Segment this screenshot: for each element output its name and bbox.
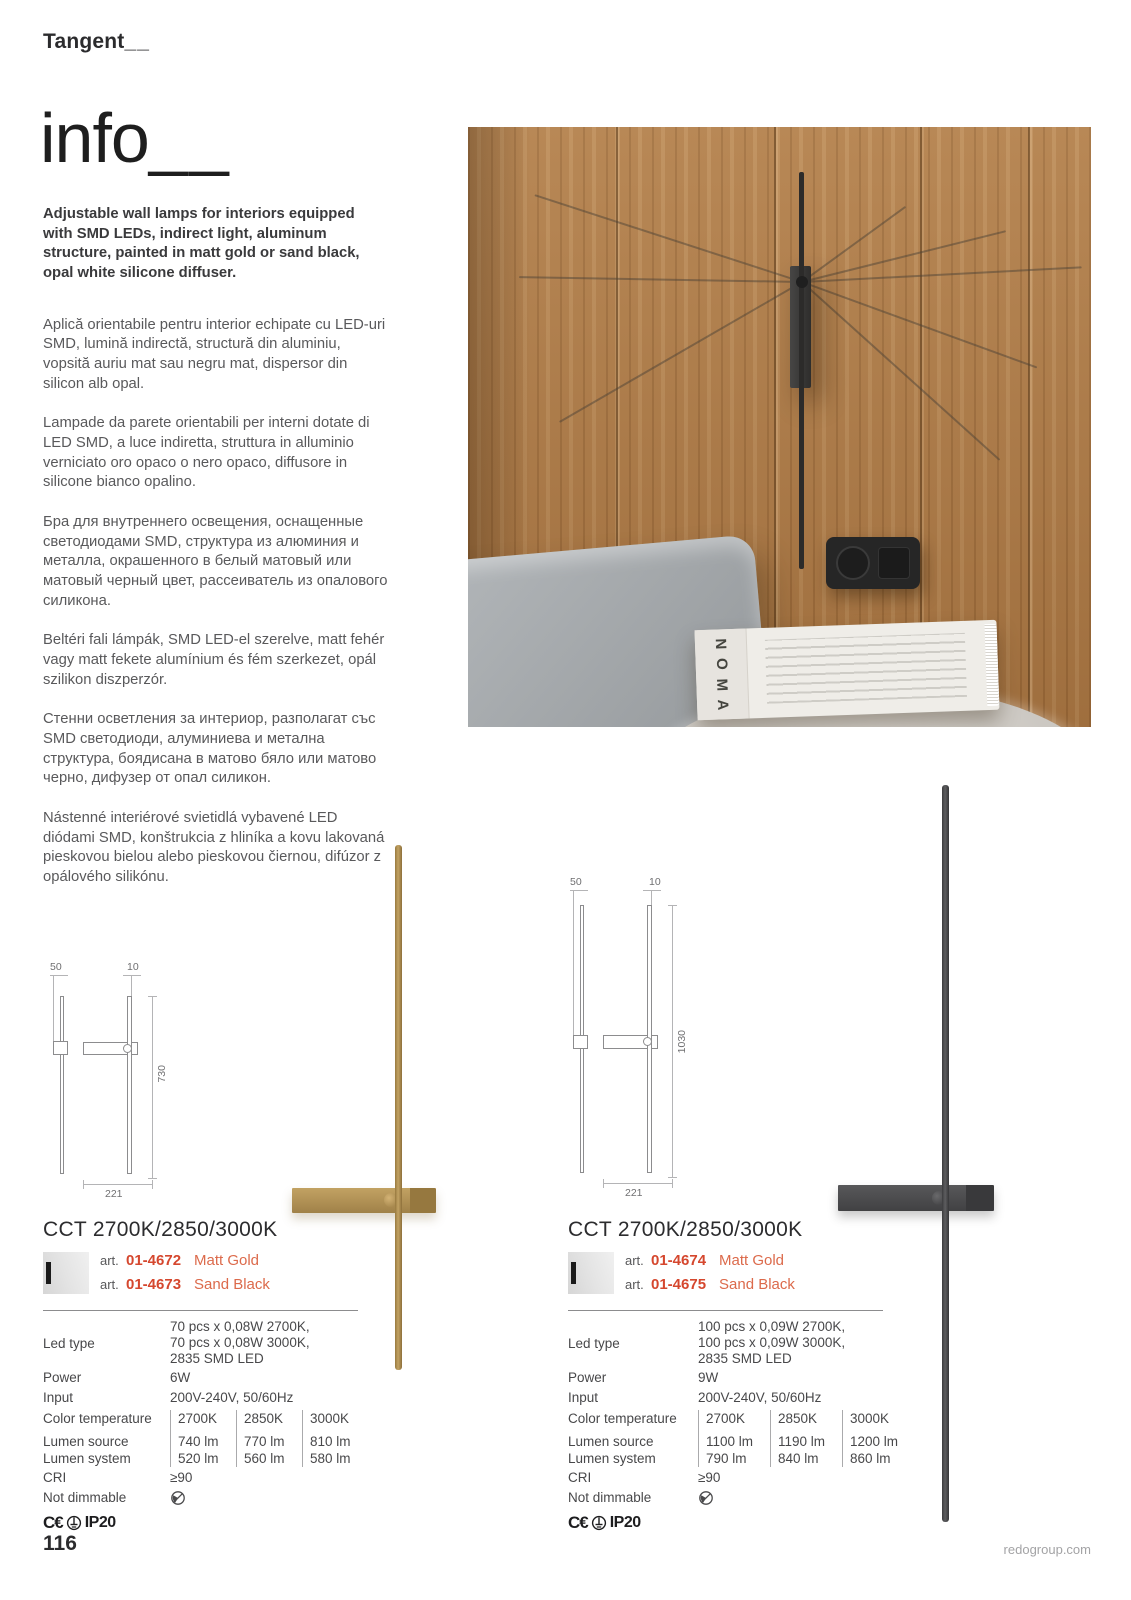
lamp-ghost-arm bbox=[801, 281, 1000, 460]
spec-group-photometrics bbox=[568, 1410, 899, 1467]
certification-row bbox=[568, 1513, 883, 1533]
article-code: 01-4675 bbox=[651, 1276, 707, 1293]
not-dimmable-icon bbox=[170, 1490, 186, 1506]
photometric-col-2850k: 2850K 770 lm 560 lm bbox=[236, 1410, 302, 1467]
page-number: 116 bbox=[43, 1532, 77, 1555]
dim-label-height: 1030 bbox=[676, 1030, 688, 1054]
row-value: ≥90 bbox=[698, 1470, 721, 1485]
led-type-line: 2835 SMD LED bbox=[698, 1351, 792, 1366]
not-dimmable-icon bbox=[698, 1490, 714, 1506]
spec-group-photometrics bbox=[43, 1410, 358, 1467]
row-label: Color temperature bbox=[568, 1411, 677, 1426]
finish-swatch-image bbox=[568, 1252, 614, 1294]
photometric-col-2700k: 2700K 740 lm 520 lm bbox=[170, 1410, 236, 1467]
swatch-lamp-icon bbox=[46, 1262, 51, 1284]
lamp-ghost-arm bbox=[519, 276, 802, 283]
article-finish: Matt Gold bbox=[719, 1252, 785, 1269]
art-label: art. bbox=[100, 1253, 119, 1268]
spec-row-dimmable bbox=[43, 1490, 358, 1507]
book-letter: A bbox=[713, 699, 732, 711]
photometric-col-2850k: 2850K 1190 lm 840 lm bbox=[770, 1410, 842, 1467]
ip-rating: IP20 bbox=[84, 1514, 116, 1531]
certification-row bbox=[43, 1513, 358, 1533]
ip-rating: IP20 bbox=[609, 1514, 641, 1531]
row-label: CRI bbox=[43, 1470, 67, 1485]
book-pages-edge bbox=[984, 624, 999, 706]
cct-title: CCT 2700K/2850/3000K bbox=[43, 1218, 278, 1241]
intro-paragraph-hu: Beltéri fali lámpák, SMD LED-el szerelve, matt fehér vagy matt fekete alumínium és fém szerkezet, opál szilikon diszperzór. bbox=[43, 632, 385, 688]
double-insulation-icon bbox=[66, 1515, 82, 1531]
led-type-line: 70 pcs x 0,08W 2700K, bbox=[170, 1319, 310, 1334]
ce-mark-icon: C€ bbox=[43, 1513, 63, 1532]
photometric-col-3000k: 3000K 1200 lm 860 lm bbox=[842, 1410, 914, 1467]
spec-row-dimmable bbox=[568, 1490, 883, 1507]
intro-paragraph-ro: Aplică orientabile pentru interior echipate cu LED-uri SMD, lumină indirectă, structură din aluminiu, vopsită auriu mat sau negru mat, dispersor din silicon alb opal. bbox=[43, 316, 386, 392]
finish-swatch-image bbox=[43, 1252, 89, 1294]
intro-paragraph-en: Adjustable wall lamps for interiors equipped with SMD LEDs, indirect light, aluminum structure, painted in matt gold or sand black, opal white silicone diffuser. bbox=[43, 206, 360, 282]
article-code: 01-4674 bbox=[651, 1252, 707, 1269]
article-row bbox=[100, 1252, 270, 1276]
spec-row-led-type bbox=[568, 1319, 883, 1367]
led-type-line: 2835 SMD LED bbox=[170, 1351, 264, 1366]
lamp-ghost-arm bbox=[801, 206, 906, 283]
row-label: Input bbox=[43, 1390, 74, 1405]
lamp-ghost-arm bbox=[534, 194, 802, 283]
wall-lamp-rod bbox=[799, 172, 804, 569]
spec-block-730 bbox=[43, 1218, 358, 1533]
row-label: Not dimmable bbox=[43, 1490, 127, 1505]
spec-row-led-type bbox=[43, 1319, 358, 1367]
book-letter: N bbox=[711, 637, 730, 650]
led-type-line: 70 pcs x 0,08W 3000K, bbox=[170, 1335, 310, 1350]
article-row bbox=[625, 1276, 795, 1300]
spec-row-input bbox=[43, 1390, 358, 1407]
intro-paragraph-bg: Стенни осветления за интериор, разполагат със SMD светодиоди, алуминиева и метална структура, боядисана в матово бяло или матово черно, дифузер от опал силикон. bbox=[43, 711, 377, 787]
article-row bbox=[100, 1276, 270, 1300]
spec-row-power bbox=[568, 1370, 883, 1387]
row-label: Led type bbox=[568, 1335, 620, 1351]
dim-label-10: 10 bbox=[649, 876, 661, 888]
front-view-pivot bbox=[643, 1037, 652, 1046]
front-view-rod bbox=[127, 996, 132, 1174]
tech-drawing-730 bbox=[45, 935, 245, 1205]
row-label: Power bbox=[568, 1370, 607, 1385]
spec-row-input bbox=[568, 1390, 883, 1407]
intro-paragraph-sk: Nástenné interiérové svietidlá vybavené LED diódami SMD, konštrukcia z hliníka a kovu lakovaná pieskovou bielou alebo pieskovou čiernou, difúzor z opálového silikónu. bbox=[43, 810, 385, 886]
brand-logo: Tangent__ bbox=[43, 30, 150, 53]
row-value: 200V-240V, 50/60Hz bbox=[170, 1390, 294, 1405]
article-code: 01-4672 bbox=[126, 1252, 182, 1269]
led-type-line: 100 pcs x 0,09W 3000K, bbox=[698, 1335, 846, 1350]
wall-switch-plate bbox=[826, 537, 920, 589]
row-value: 6W bbox=[170, 1370, 191, 1385]
row-label: Not dimmable bbox=[568, 1490, 652, 1505]
row-label: Lumen system bbox=[568, 1451, 656, 1466]
article-finish: Sand Black bbox=[719, 1276, 795, 1293]
lamp-ghost-arm bbox=[559, 281, 802, 423]
article-finish: Sand Black bbox=[194, 1276, 270, 1293]
side-view-rod bbox=[60, 996, 64, 1174]
spec-row-cri bbox=[568, 1470, 883, 1487]
spec-row-power bbox=[43, 1370, 358, 1387]
dim-label-50: 50 bbox=[570, 876, 582, 888]
light-switch bbox=[878, 547, 910, 579]
row-label: Led type bbox=[43, 1335, 95, 1351]
art-label: art. bbox=[625, 1277, 644, 1292]
article-finish: Matt Gold bbox=[194, 1252, 260, 1269]
book-cover-text bbox=[765, 633, 967, 704]
side-view-mount bbox=[53, 1041, 68, 1055]
dim-label-length: 221 bbox=[105, 1188, 123, 1200]
article-row bbox=[625, 1252, 795, 1276]
row-label: Input bbox=[568, 1390, 599, 1405]
lamp-rod bbox=[395, 845, 402, 1370]
row-value: 9W bbox=[698, 1370, 719, 1385]
page-title: info__ bbox=[40, 99, 231, 177]
row-label: Power bbox=[43, 1370, 82, 1385]
intro-paragraph-it: Lampade da parete orientabili per interni dotate di LED SMD, a luce indiretta, struttura in alluminio verniciato oro opaco o nero opaco, diffusore in silicone bianco opalino. bbox=[43, 415, 370, 491]
wood-plank-line bbox=[1028, 127, 1030, 727]
lamp-ghost-arm bbox=[802, 266, 1082, 283]
dim-label-50: 50 bbox=[50, 961, 62, 973]
photometric-col-2700k: 2700K 1100 lm 790 lm bbox=[698, 1410, 770, 1467]
book bbox=[695, 620, 1000, 720]
book-letter: M bbox=[713, 678, 731, 692]
intro-paragraph-ru: Бра для внутреннего освещения, оснащенные светодиодами SMD, структура из алюминия и металла, окрашенного в белый матовый или матовый черный цвет, рассеиватель из опалового силикона. bbox=[43, 514, 388, 609]
spec-row-cri bbox=[43, 1470, 358, 1487]
dim-label-length: 221 bbox=[625, 1187, 643, 1199]
led-type-line: 100 pcs x 0,09W 2700K, bbox=[698, 1319, 846, 1334]
row-value: ≥90 bbox=[170, 1470, 193, 1485]
row-label: Lumen source bbox=[568, 1434, 654, 1449]
spec-block-1030 bbox=[568, 1218, 899, 1533]
ambience-photo bbox=[468, 127, 1091, 727]
row-label: Color temperature bbox=[43, 1411, 152, 1426]
lamp-bar-end bbox=[966, 1185, 994, 1211]
power-outlet bbox=[836, 546, 870, 580]
divider bbox=[568, 1310, 883, 1311]
swatch-lamp-icon bbox=[571, 1262, 576, 1284]
cct-title: CCT 2700K/2850/3000K bbox=[568, 1218, 803, 1241]
art-label: art. bbox=[625, 1253, 644, 1268]
divider bbox=[43, 1310, 358, 1311]
double-insulation-icon bbox=[591, 1515, 607, 1531]
photometric-col-3000k: 3000K 810 lm 580 lm bbox=[302, 1410, 368, 1467]
intro-text-column bbox=[43, 205, 388, 908]
row-label: CRI bbox=[568, 1470, 592, 1485]
row-value: 200V-240V, 50/60Hz bbox=[698, 1390, 822, 1405]
ce-mark-icon: C€ bbox=[568, 1513, 588, 1532]
lamp-bar-end bbox=[410, 1188, 436, 1213]
art-label: art. bbox=[100, 1277, 119, 1292]
dim-label-height: 730 bbox=[156, 1065, 168, 1083]
front-view-pivot bbox=[123, 1044, 132, 1053]
row-label: Lumen system bbox=[43, 1451, 131, 1466]
wall-lamp-pivot bbox=[796, 276, 808, 288]
website-url: redogroup.com bbox=[1003, 1542, 1091, 1557]
dim-label-10: 10 bbox=[127, 961, 139, 973]
book-spine bbox=[695, 628, 750, 720]
lamp-rod bbox=[942, 785, 949, 1522]
article-code: 01-4673 bbox=[126, 1276, 182, 1293]
tech-drawing-1030 bbox=[565, 870, 765, 1205]
row-label: Lumen source bbox=[43, 1434, 129, 1449]
side-view-mount bbox=[573, 1035, 588, 1049]
book-letter: O bbox=[712, 658, 730, 671]
